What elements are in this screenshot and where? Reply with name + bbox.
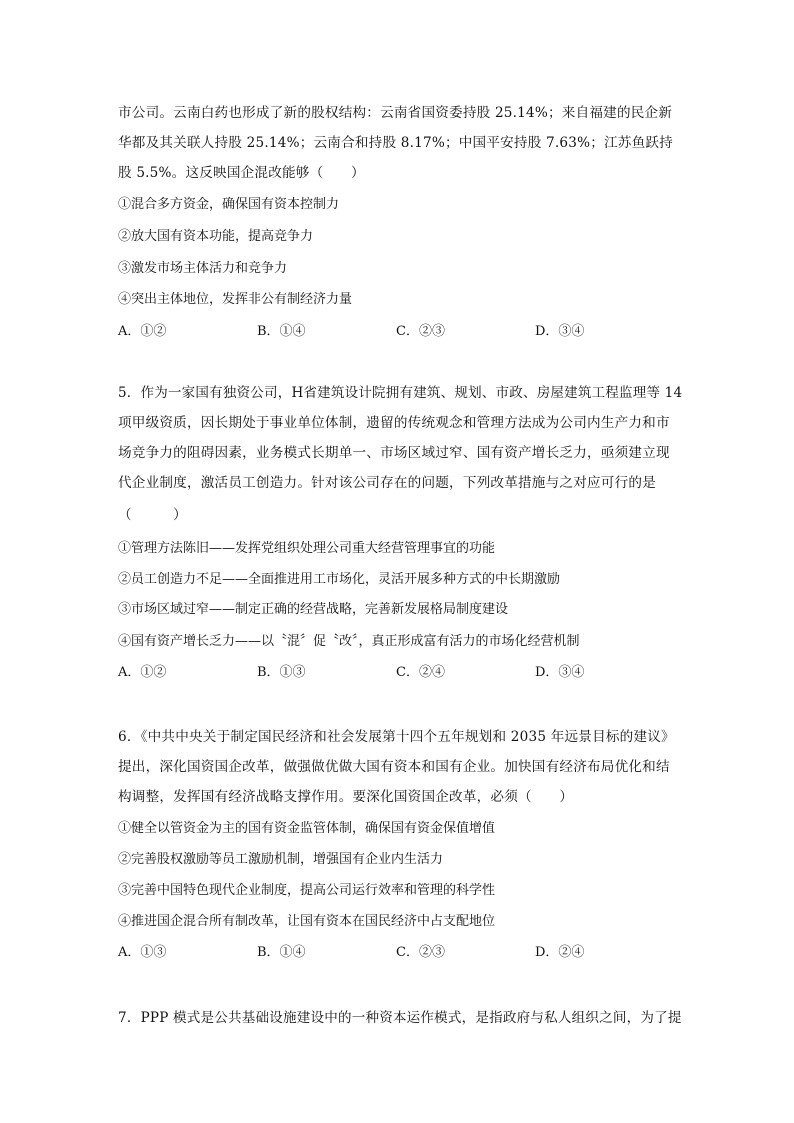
q5-stem-line-3: 场竞争力的阻碍因素，业务模式长期单一、市场区域过窄、国有资产增长乏力，亟须建立现 bbox=[118, 445, 670, 461]
q5-choice-a: A．①② bbox=[118, 665, 167, 680]
q4-stem-line-3: 股 5.5%。这反映国企混改能够（ ） bbox=[118, 165, 365, 181]
q4-choice-b: B．①④ bbox=[257, 324, 306, 339]
q5-stem-line-1: 5．作为一家国有独资公司，H省建筑设计院拥有建筑、规划、市政、房屋建筑工程监理等 14 bbox=[118, 385, 683, 401]
q5-option-3: ③市场区域过窄——制定正确的经营战略，完善新发展格局制度建设 bbox=[118, 602, 509, 617]
q6-choice-a: A．①③ bbox=[118, 945, 167, 960]
q5-choice-d: D．③④ bbox=[535, 665, 585, 680]
q6-stem-line-3: 构调整，发挥国有经济战略支撑作用。要深化国资国企改革，必须（ ） bbox=[118, 789, 574, 805]
q5-option-2: ②员工创造力不足——全面推进用工市场化，灵活开展多种方式的中长期激励 bbox=[118, 572, 561, 587]
q5-option-4: ④国有资产增长乏力——以〝混〞促〝改〞，真正形成富有活力的市场化经营机制 bbox=[118, 634, 580, 649]
q6-choice-d: D．②④ bbox=[535, 945, 585, 960]
q5-choice-b: B．①③ bbox=[257, 665, 306, 680]
q5-stem-line-5: （ ） bbox=[118, 507, 187, 523]
q4-option-4: ④突出主体地位，发挥非公有制经济力量 bbox=[118, 292, 353, 307]
q4-stem-line-2: 华都及其关联人持股 25.14%；云南合和持股 8.17%；中国平安持股 7.63%；江苏鱼跃持 bbox=[118, 135, 673, 151]
q4-option-1: ①混合多方资金，确保国有资本控制力 bbox=[118, 197, 340, 212]
q4-choice-c: C．②③ bbox=[396, 324, 445, 339]
q5-choices bbox=[118, 664, 678, 682]
q5-stem-line-4: 代企业制度，激活员工创造力。针对该公司存在的问题，下列改革措施与之对应可行的是 bbox=[118, 475, 656, 491]
q7-stem-line-1: 7．PPP 模式是公共基础设施建设中的一种资本运作模式，是指政府与私人组织之间，为了提 bbox=[118, 1010, 682, 1026]
q6-choice-b: B．①④ bbox=[257, 945, 306, 960]
q6-option-3: ③完善中国特色现代企业制度，提高公司运行效率和管理的科学性 bbox=[118, 883, 496, 898]
q4-choice-a: A．①② bbox=[118, 324, 167, 339]
q6-choice-c: C．②③ bbox=[396, 945, 445, 960]
q6-option-4: ④推进国企混合所有制改革，让国有资本在国民经济中占支配地位 bbox=[118, 914, 496, 929]
q4-choice-d: D．③④ bbox=[535, 324, 585, 339]
q6-choices bbox=[118, 944, 678, 962]
q6-option-2: ②完善股权激励等员工激励机制，增强国有企业内生活力 bbox=[118, 852, 444, 867]
q4-stem-line-1: 市公司。云南白药也形成了新的股权结构：云南省国资委持股 25.14%；来自福建的民企新 bbox=[118, 105, 673, 121]
q5-choice-c: C．②④ bbox=[396, 665, 445, 680]
q5-option-1: ①管理方法陈旧——发挥党组织处理公司重大经营管理事宜的功能 bbox=[118, 541, 496, 556]
q6-stem-line-1: 6．《中共中央关于制定国民经济和社会发展第十四个五年规划和 2035 年远景目标的建议》 bbox=[118, 729, 675, 745]
q4-option-3: ③激发市场主体活力和竞争力 bbox=[118, 261, 288, 276]
q6-stem-line-2: 提出，深化国资国企改革，做强做优做大国有资本和国有企业。加快国有经济布局优化和结 bbox=[118, 759, 670, 775]
q5-stem-line-2: 项甲级资质，因长期处于事业单位体制，遗留的传统观念和管理方法成为公司内生产力和市 bbox=[118, 415, 670, 431]
q4-choices bbox=[118, 323, 678, 341]
q6-option-1: ①健全以管资金为主的国有资金监管体制，确保国有资金保值增值 bbox=[118, 821, 496, 836]
q4-option-2: ②放大国有资本功能，提高竞争力 bbox=[118, 229, 314, 244]
